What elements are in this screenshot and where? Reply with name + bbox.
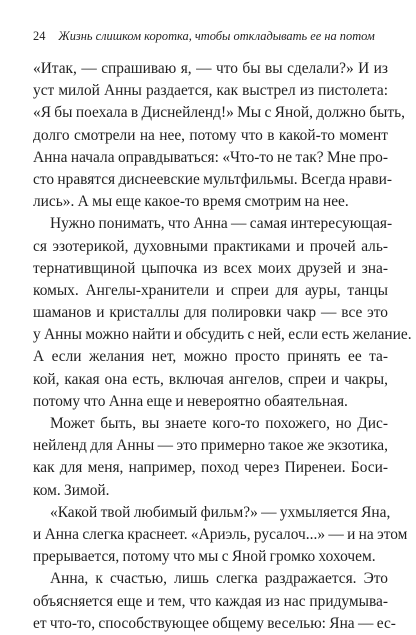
text-line: и Анна слегка краснеет. «Ариэль, русалоч...» — и на этом	[33, 525, 408, 543]
text-line: ком. Зимой.	[33, 481, 110, 499]
text-line: А если желания нет, можно просто принять ее та-	[33, 348, 388, 366]
text-line: кой, какая она есть, включая ангелов, спреи и чакры,	[33, 370, 388, 388]
text-line: Анна, к счастью, лишь слегка раздражается. Это	[50, 570, 388, 588]
text-line: нейленд для Анны — это примерно такое же экзотика,	[33, 437, 388, 455]
text-line: комых. Ангелы-хранители и спреи для ауры, танцы	[33, 281, 388, 299]
text-line: прерывается, потому что мы с Яной громко хохочем.	[33, 548, 376, 566]
text-line: долго смотрели на нее, потому что в какой-то момент	[33, 126, 388, 144]
text-line: объясняется еще и тем, что каждая из нас придумыва-	[33, 592, 388, 610]
text-line: «Какой твой любимый фильм?» — ухмыляется Яна,	[50, 503, 391, 521]
text-line: уст милой Анны раздается, как выстрел из пистолета:	[33, 82, 388, 100]
text-line: сто нравятся диснеевские мультфильмы. Всегда нрави-	[33, 170, 393, 188]
body-text	[33, 58, 412, 635]
page-number: 24	[33, 29, 46, 43]
running-header	[33, 28, 386, 44]
text-line: как для меня, например, поход через Пиренеи. Боси-	[33, 459, 388, 477]
text-line: «Итак, — спрашиваю я, — что бы вы сделали?» И из	[33, 60, 388, 77]
text-line: потому что Анна еще и невероятно обаятельная.	[33, 392, 348, 410]
text-line: ся эзотерикой, духовными практиками и прочей аль-	[33, 237, 388, 255]
running-title: Жизнь слишком коротка, чтобы откладывать ее на потом	[58, 29, 375, 43]
text-line: Нужно понимать, что Анна — самая интересующая-	[50, 215, 393, 233]
text-line: Может быть, вы знаете кого-то похожего, но Дис-	[50, 415, 388, 432]
text-line: Анна начала оправдываться: «Что-то не так? Мне про-	[33, 148, 388, 166]
text-line: «Я бы поехала в Диснейленд!» Мы с Яной, должно быть,	[33, 104, 405, 122]
text-line: тернативщиной цыпочка из всех моих друзей и зна-	[33, 259, 388, 277]
text-line: лись». А мы еще какое-то время смотрим на нее.	[33, 193, 349, 211]
text-line: ет что-то, способствующее общему веселью: Яна — ес-	[33, 614, 396, 632]
text-line: шаманов и кристаллы для полировки чакр — все это	[33, 304, 388, 322]
text-line: у Анны можно найти и обсудить с ней, если есть желание.	[33, 326, 412, 344]
